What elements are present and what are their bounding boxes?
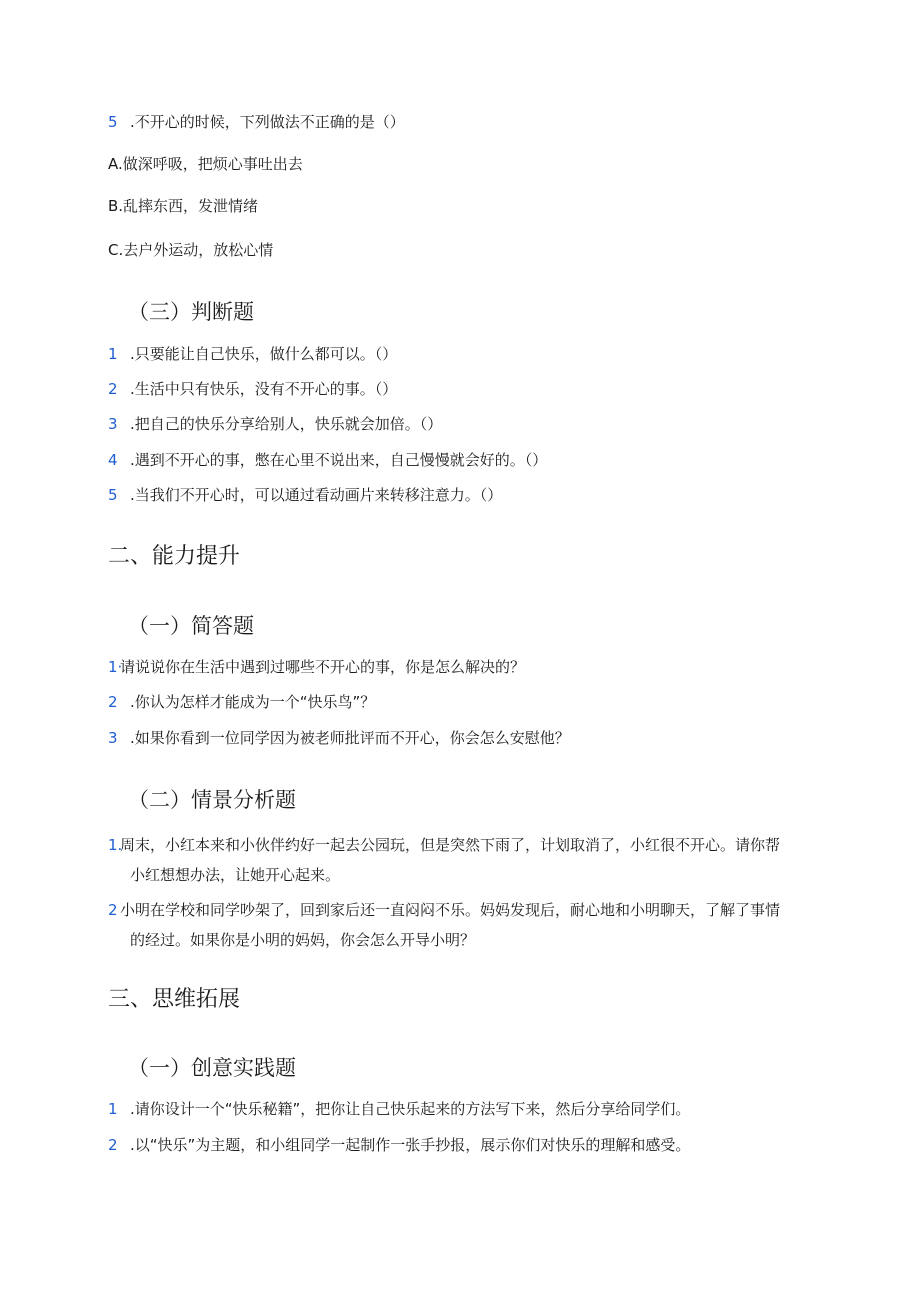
- question-text-line-1: 小明在学校和同学吵架了，回到家后还一直闷闷不乐。妈妈发现后，耐心地和小明聊天，了解了事情: [120, 901, 781, 919]
- question-text-line-2: 的经过。如果你是小明的妈妈，你会怎么开导小明？: [130, 931, 476, 949]
- question-text: .生活中只有快乐，没有不开心的事。（）: [130, 380, 398, 398]
- option-b: B.乱摔东西，发泄情绪: [108, 197, 259, 215]
- question-text: .请你设计一个“快乐秘籍”，把你让自己快乐起来的方法写下来，然后分享给同学们。: [130, 1100, 691, 1118]
- option-a: A.做深呼吸，把烦心事吐出去: [108, 155, 303, 173]
- question-number: 1: [108, 1100, 118, 1118]
- section-3-title: 三、思维拓展: [108, 987, 241, 1012]
- short-answer-item-1: [108, 656, 525, 678]
- question-text-line-2: 小红想想办法，让她开心起来。: [130, 866, 341, 884]
- short-answer-item-2: [108, 691, 375, 713]
- creative-item-1: [108, 1098, 690, 1120]
- question-text: .以“快乐”为主题，和小组同学一起制作一张手抄报，展示你们对快乐的理解和感受。: [130, 1136, 691, 1154]
- judge-item-2: [108, 378, 397, 400]
- scenario-title: （二）情景分析题: [128, 788, 296, 812]
- question-5: [108, 111, 405, 133]
- question-text: .当我们不开心时，可以通过看动画片来转移注意力。（）: [130, 486, 503, 504]
- judge-title: （三）判断题: [128, 300, 254, 324]
- creative-item-2: [108, 1134, 690, 1156]
- question-number: 1: [108, 345, 118, 363]
- judge-item-3: [108, 413, 442, 435]
- question-number: 2: [108, 1136, 118, 1154]
- question-text: 请说说你在生活中遇到过哪些不开心的事，你是怎么解决的？: [120, 658, 526, 676]
- short-answer-title: （一）简答题: [128, 614, 254, 638]
- section-2-title: 二、能力提升: [108, 544, 241, 569]
- question-text: .只要能让自己快乐，做什么都可以。（）: [130, 345, 398, 363]
- short-answer-item-3: [108, 727, 570, 749]
- question-text-line-1: 周末，小红本来和小伙伴约好一起去公园玩，但是突然下雨了，计划取消了，小红很不开心。请你帮: [120, 836, 781, 854]
- question-number: 3: [108, 415, 118, 433]
- option-c: C.去户外运动，放松心情: [108, 241, 274, 259]
- question-number: 2: [108, 693, 118, 711]
- question-text: .遇到不开心的事，憋在心里不说出来，自己慢慢就会好的。（）: [130, 451, 548, 469]
- judge-item-5: [108, 484, 502, 506]
- judge-item-4: [108, 449, 547, 471]
- question-number: 4: [108, 451, 118, 469]
- question-number: 2: [108, 380, 118, 398]
- question-number: 5: [108, 113, 118, 131]
- question-text: .不开心的时候，下列做法不正确的是（）: [130, 113, 405, 131]
- creative-title: （一）创意实践题: [128, 1056, 296, 1080]
- question-text: .你认为怎样才能成为一个“快乐鸟”？: [130, 693, 376, 711]
- scenario-item-1: [108, 830, 808, 890]
- question-number: 1.: [108, 836, 123, 854]
- question-text: .如果你看到一位同学因为被老师批评而不开心，你会怎么安慰他？: [130, 729, 570, 747]
- question-number: 5: [108, 486, 118, 504]
- question-number: 3: [108, 729, 118, 747]
- question-text: .把自己的快乐分享给别人，快乐就会加倍。（）: [130, 415, 443, 433]
- question-number: 2: [108, 901, 118, 919]
- question-number: 1·: [108, 658, 123, 676]
- scenario-item-2: [108, 895, 808, 955]
- judge-item-1: [108, 343, 397, 365]
